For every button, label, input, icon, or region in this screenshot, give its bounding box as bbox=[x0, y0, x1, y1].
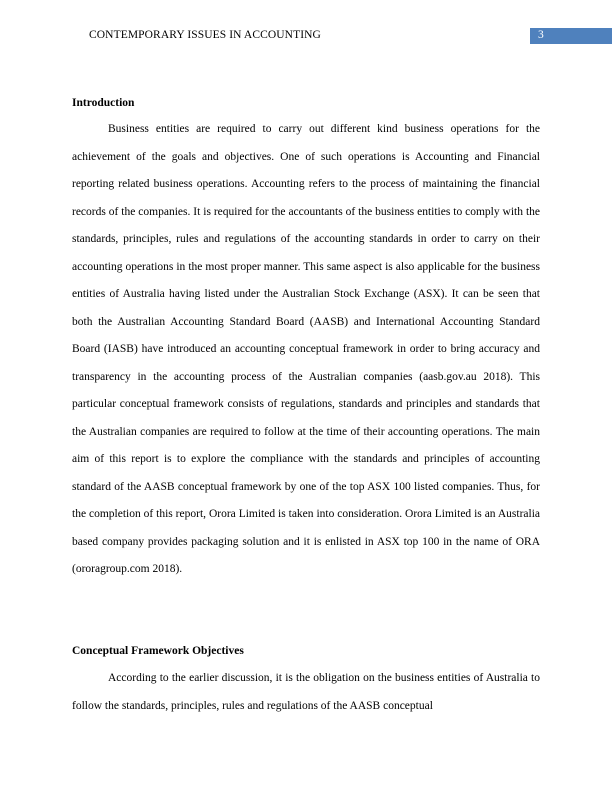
section-paragraph-introduction: Business entities are required to carry out different kind business operations for the achievement of the goals and objectives. One of such operations is Accounting and Financial reporting related business operations. Accounting refers to the process of maintaining the financial records of the companies. It is required for the accountants of the business entities to comply with the standards, principles, rules and regulations of the accounting standards in order to carry on their accounting operations in the most proper manner. This same aspect is also applicable for the business entities of Australia having listed under the Australian Stock Exchange (ASX). It can be seen that both the Australian Accounting Standard Board (AASB) and International Accounting Standard Board (IASB) have introduced an accounting conceptual framework in order to bring accuracy and transparency in the accounting process of the Australian companies (aasb.gov.au 2018). This particular conceptual framework consists of regulations, standards and principles and standards that the Australian companies are required to follow at the time of their accounting operations. The main aim of this report is to explore the compliance with the standards and principles of accounting standard of the AASB conceptual framework by one of the top ASX 100 listed companies. Thus, for the completion of this report, Orora Limited is taken into consideration. Orora Limited is an Australia based company provides packaging solution and it is enlisted in ASX top 100 in the name of ORA (ororagroup.com 2018). bbox=[72, 123, 540, 575]
section-heading-conceptual-framework: Conceptual Framework Objectives bbox=[72, 645, 244, 657]
section-heading-introduction: Introduction bbox=[72, 97, 135, 109]
section-paragraph-conceptual-framework: According to the earlier discussion, it is the obligation on the business entities of Australia to follow the standards, principles, rules and regulations of the AASB conceptual bbox=[72, 672, 540, 712]
page-number: 3 bbox=[538, 29, 544, 41]
page-number-badge bbox=[530, 28, 612, 44]
running-header-title: CONTEMPORARY ISSUES IN ACCOUNTING bbox=[89, 29, 321, 41]
